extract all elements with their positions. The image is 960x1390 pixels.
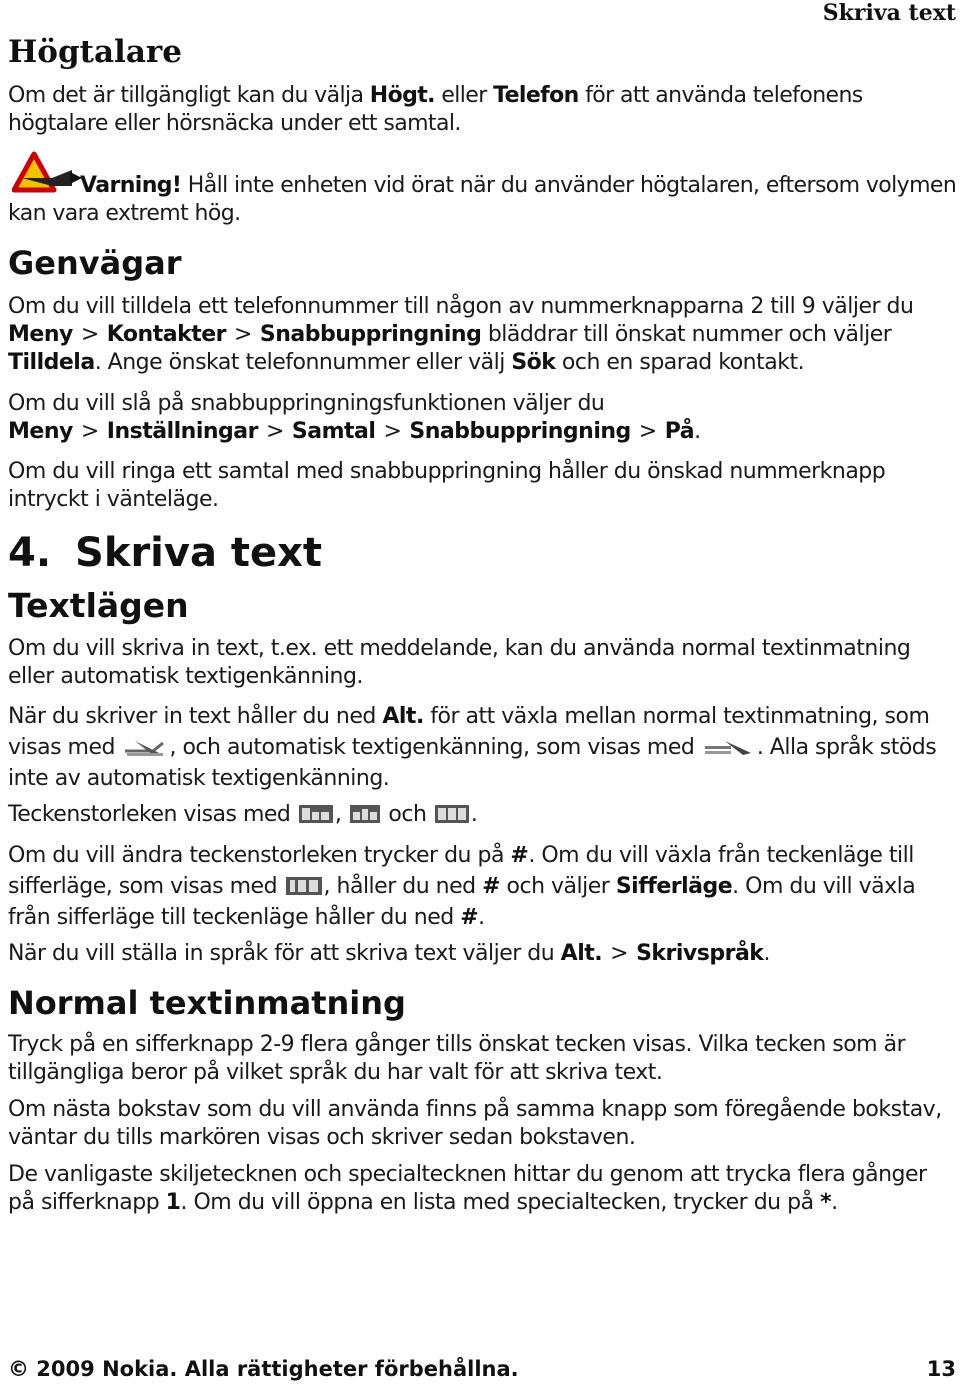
pen-predictive-input-icon xyxy=(703,737,755,757)
running-header: Skriva text xyxy=(822,0,956,26)
paragraph-genvagar-1: Om du vill tilldela ett telefonnummer till någon av nummerknapparna 2 till 9 väljer du Meny > Kontakter > Snabbuppringning bläddrar till önskat nummer och väljer Tilldela. Ange önskat telefonnummer eller välj Sök och en sparad kontakt. xyxy=(8,294,914,375)
paragraph-genvagar-3: Om du vill ringa ett samtal med snabbuppringning håller du önskad nummerknapp intryckt i vänteläge. xyxy=(8,459,886,512)
paragraph-normal-3: De vanligaste skiljetecknen och specialtecknen hittar du genom att trycka flera gånger på sifferknapp 1. Om du vill öppna en lista med specialtecken, trycker du på *. xyxy=(8,1162,927,1215)
chapter-number: 4. xyxy=(8,530,52,576)
section-heading-normal-textinmatning: Normal textinmatning xyxy=(8,984,406,1022)
chapter-title xyxy=(8,530,322,576)
page-number: 13 xyxy=(926,1357,956,1381)
pen-normal-input-icon xyxy=(123,737,167,757)
page-footer xyxy=(8,1357,956,1381)
section-heading-genvagar: Genvägar xyxy=(8,244,182,282)
paragraph-textlagen-3: Teckenstorleken visas med , och . xyxy=(8,802,478,827)
paragraph-textlagen-1: Om du vill skriva in text, t.ex. ett meddelande, kan du använda normal textinmatning eller automatisk textigenkänning. xyxy=(8,636,911,689)
section-heading-textlagen: Textlägen xyxy=(8,586,189,625)
section-heading-hogtalare: Högtalare xyxy=(8,34,182,70)
paragraph-textlagen-5: När du vill ställa in språk för att skriva text väljer du Alt. > Skrivspråk. xyxy=(8,941,770,966)
warning-label: Varning! xyxy=(80,173,182,198)
paragraph-hogtalare: Om det är tillgängligt kan du välja Högt. eller Telefon för att använda telefonens högtalare eller hörsnäcka under ett samtal. xyxy=(8,83,863,136)
paragraph-textlagen-4: Om du vill ändra teckenstorleken trycker du på #. Om du vill växla från teckenläge till sifferläge, som visas med , håller du ned # och väljer Sifferläge. Om du vill växla från sifferläge till teckenläge håller du ned #. xyxy=(8,843,916,930)
chapter-title-text: Skriva text xyxy=(75,530,323,576)
paragraph-normal-2: Om nästa bokstav som du vill använda finns på samma knapp som föregående bokstav, väntar du tills markören visas och skriver sedan bokstaven. xyxy=(8,1097,942,1150)
abc-sentence-case-icon xyxy=(299,804,333,824)
warning-paragraph: Varning! Håll inte enheten vid örat när du använder högtalaren, eftersom volymen kan vara extremt hög. xyxy=(8,173,957,226)
abc-upper-case-icon xyxy=(435,804,469,824)
copyright-notice: © 2009 Nokia. Alla rättigheter förbehållna. xyxy=(8,1357,519,1381)
paragraph-textlagen-2: När du skriver in text håller du ned Alt. för att växla mellan normal textinmatning, som visas med , och automatisk textigenkänning, som visas med . Alla språk stöds inte av automatisk textigenkänning. xyxy=(8,704,937,791)
abc-lower-case-icon xyxy=(350,804,380,824)
paragraph-genvagar-2: Om du vill slå på snabbuppringningsfunktionen väljer du Meny > Inställningar > Samtal > Snabbuppringning > På. xyxy=(8,391,701,444)
numeric-123-icon xyxy=(286,876,322,896)
paragraph-normal-1: Tryck på en sifferknapp 2-9 flera gånger tills önskat tecken visas. Vilka tecken som är tillgängliga beror på vilket språk du har valt för att skriva text. xyxy=(8,1032,906,1085)
